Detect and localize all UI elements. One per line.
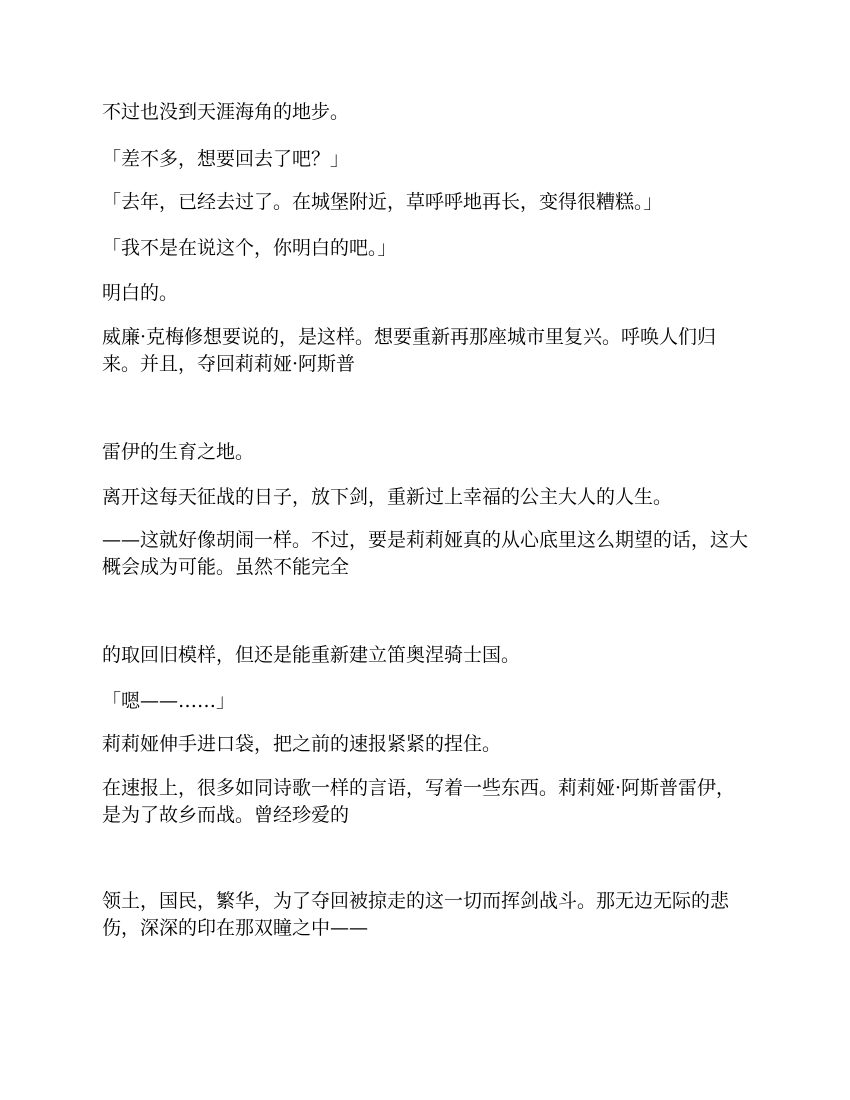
paragraph-10: 的取回旧模样，但还是能重新建立笛奥涅骑士国。 xyxy=(102,644,521,666)
paragraph-11: 「嗯——……」 xyxy=(102,690,236,712)
paragraph-12: 莉莉娅伸手进口袋，把之前的速报紧紧的捏住。 xyxy=(102,733,502,755)
paragraph-13: 在速报上，很多如同诗歌一样的言语，写着一些东西。莉莉娅·阿斯普雷伊，是为了故乡而战。曾经珍爱的 xyxy=(102,777,736,826)
paragraph-5: 明白的。 xyxy=(102,282,179,304)
paragraph-1: 不过也没到天涯海角的地步。 xyxy=(102,101,350,123)
paragraph-3: 「去年，已经去过了。在城堡附近，草呼呼地再长，变得很糟糕。」 xyxy=(102,191,663,213)
paragraph-4: 「我不是在说这个，你明白的吧。」 xyxy=(102,237,397,259)
paragraph-14: 领土，国民，繁华，为了夺回被掠走的这一切而挥剑战斗。那无边无际的悲伤，深深的印在那双瞳之中—— xyxy=(102,890,730,939)
paragraph-8: 离开这每天征战的日子，放下剑，重新过上幸福的公主大人的人生。 xyxy=(102,486,673,508)
paragraph-9: ——这就好像胡闹一样。不过，要是莉莉娅真的从心底里这么期望的话，这大概会成为可能。虽然不能完全 xyxy=(102,529,749,578)
paragraph-6: 威廉·克梅修想要说的，是这样。想要重新再那座城市里复兴。呼唤人们归来。并且，夺回莉莉娅·阿斯普 xyxy=(102,326,717,375)
paragraph-2: 「差不多，想要回去了吧？」 xyxy=(102,148,350,170)
paragraph-7: 雷伊的生育之地。 xyxy=(102,441,255,463)
